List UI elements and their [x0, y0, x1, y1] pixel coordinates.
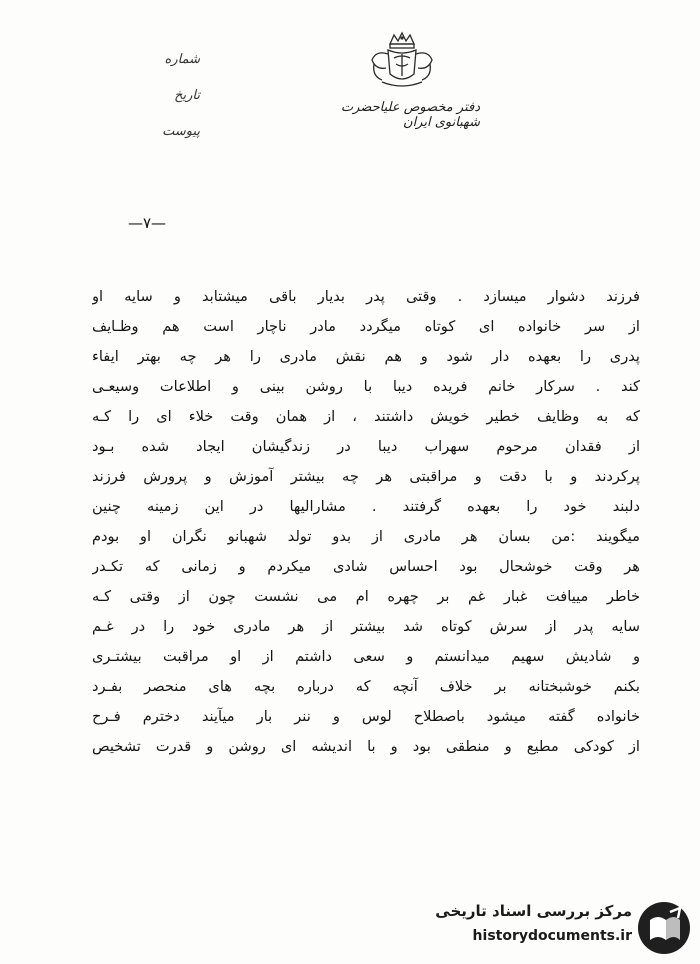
body-line: هر وقت خوشحال بود احساس شادی میکردم و زمانی که تکـدر	[92, 558, 640, 575]
body-line: سایه پدر از سرش کوتاه شد بیشتر از هر مادری خود را در غـم	[92, 618, 640, 635]
office-name: دفتر مخصوص علیاحضرت شهبانوی ایران	[340, 100, 480, 130]
body-line: دلبند خود را بعهده گرفتند . مشارالیها در این زمینه چنین	[92, 498, 640, 515]
watermark-url: historydocuments.ir	[472, 928, 632, 944]
body-line: از سر خانواده ای کوتاه میگردد مادر ناچار است هم وظـایف	[92, 318, 640, 335]
archive-logo-icon	[636, 900, 692, 956]
body-line: و شادیش سهیم میدانستم و سعی داشتم از او مراقبت بیشتـری	[92, 648, 640, 665]
watermark-title: مرکز بررسی اسناد تاریخی	[435, 902, 632, 920]
body-line: پدری را بعهده دار شود و هم نقش مادری را هر چه بهتر ایفاء	[92, 348, 640, 365]
body-line: میگویند :من بسان هر مادری از بدو تولد شهبانو نگران او بودم	[92, 528, 640, 545]
body-line: فرزند دشوار میسازد . وقتی پدر بدیار باقی میشتابد و سایه او	[92, 288, 640, 305]
body-line: از فقدان مرحوم سهراب دیبا در زندگیشان ایجاد شده بـود	[92, 438, 640, 455]
reference-date-label: تاریخ	[174, 88, 200, 103]
body-line: پرکردند و با دقت و مراقبتی هر چه بیشتر آموزش و پرورش فرزند	[92, 468, 640, 485]
body-line: خاطر مییافت غبار غم بر چهره ام می نشست چون از وقتی کـه	[92, 588, 640, 605]
body-line: بکنم خوشبختانه بر خلاف آنچه که درباره بچه های منحصر بفـرد	[92, 678, 640, 695]
body-line: کند . سرکار خانم فریده دیبا با روشن بینی و اطلاعات وسیعـی	[92, 378, 640, 395]
body-line: از کودکی مطیع و منطقی بود و با اندیشه ای روشن و قدرت تشخیص	[92, 738, 640, 755]
body-line: خانواده گفته میشود باصطلاح لوس و ننر بار میآیند دخترم فـرح	[92, 708, 640, 725]
reference-number-label: شماره	[164, 52, 200, 67]
body-line: که به وظایف خطیر خویش داشتند ، از همان وقت خلاء ای را کـه	[92, 408, 640, 425]
imperial-crest-icon	[368, 30, 436, 92]
page-number: —۷—	[128, 214, 167, 232]
document-body	[92, 282, 640, 762]
archive-watermark	[418, 896, 694, 958]
reference-fields	[150, 52, 200, 160]
reference-attachment-label: پیوست	[162, 124, 200, 139]
